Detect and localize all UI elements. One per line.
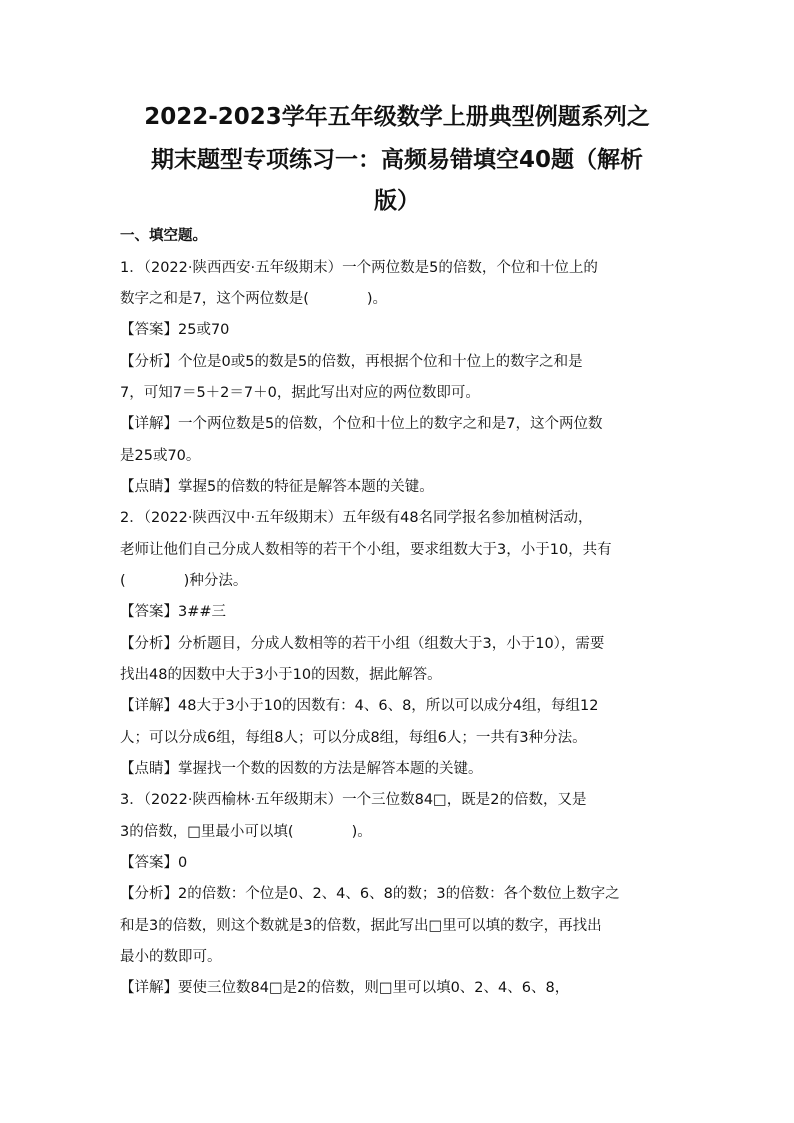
detail-3-line-1: 【详解】要使三位数84□是2的倍数，则□里可以填0、2、4、6、8， (120, 980, 570, 996)
document-title-line-1: 2022-2023学年五年级数学上册典型例题系列之 (144, 104, 650, 130)
section-heading: 一、填空题。 (120, 228, 207, 244)
analysis-3-line-2: 和是3的倍数，则这个数就是3的倍数，据此写出□里可以填的数字，再找出 (120, 918, 602, 934)
key-point-2: 【点睛】掌握找一个数的因数的方法是解答本题的关键。 (120, 761, 483, 777)
detail-2-line-2: 人；可以分成6组，每组8人；可以分成8组，每组6人；一共有3种分法。 (120, 730, 587, 746)
answer-2: 【答案】3##三 (120, 604, 227, 620)
analysis-2-line-1: 【分析】分析题目，分成人数相等的若干小组（组数大于3，小于10），需要 (120, 636, 605, 652)
detail-2-line-1: 【详解】48大于3小于10的因数有：4、6、8，所以可以成分4组，每组12 (120, 698, 599, 714)
question-2-line-3: ( )种分法。 (120, 573, 248, 589)
document-title-line-3: 版） (374, 188, 420, 214)
detail-1-line-1: 【详解】一个两位数是5的倍数，个位和十位上的数字之和是7，这个两位数 (120, 416, 603, 432)
document-title-line-2: 期末题型专项练习一：高频易错填空40题（解析 (150, 147, 643, 173)
analysis-3-line-1: 【分析】2的倍数：个位是0、2、4、6、8的数；3的倍数：各个数位上数字之 (120, 886, 620, 902)
question-1-line-2: 数字之和是7，这个两位数是( )。 (120, 291, 388, 307)
analysis-2-line-2: 找出48的因数中大于3小于10的因数，据此解答。 (120, 667, 442, 683)
answer-1: 【答案】25或70 (120, 322, 230, 338)
question-2-line-1: 2．（2022·陕西汉中·五年级期末）五年级有48名同学报名参加植树活动， (120, 510, 593, 526)
analysis-3-line-3: 最小的数即可。 (120, 949, 222, 965)
detail-1-line-2: 是25或70。 (120, 448, 201, 464)
question-2-line-2: 老师让他们自己分成人数相等的若干个小组，要求组数大于3，小于10，共有 (120, 542, 612, 558)
answer-3: 【答案】0 (120, 855, 188, 871)
analysis-1-line-2: 7，可知7＝5＋2＝7＋0，据此写出对应的两位数即可。 (120, 385, 480, 401)
question-3-line-1: 3．（2022·陕西榆林·五年级期末）一个三位数84□，既是2的倍数，又是 (120, 792, 587, 808)
question-3-line-2: 3的倍数，□里最小可以填( )。 (120, 824, 372, 840)
question-1-line-1: 1．（2022·陕西西安·五年级期末）一个两位数是5的倍数，个位和十位上的 (120, 260, 598, 276)
analysis-1-line-1: 【分析】个位是0或5的数是5的倍数，再根据个位和十位上的数字之和是 (120, 354, 583, 370)
key-point-1: 【点睛】掌握5的倍数的特征是解答本题的关键。 (120, 479, 434, 495)
